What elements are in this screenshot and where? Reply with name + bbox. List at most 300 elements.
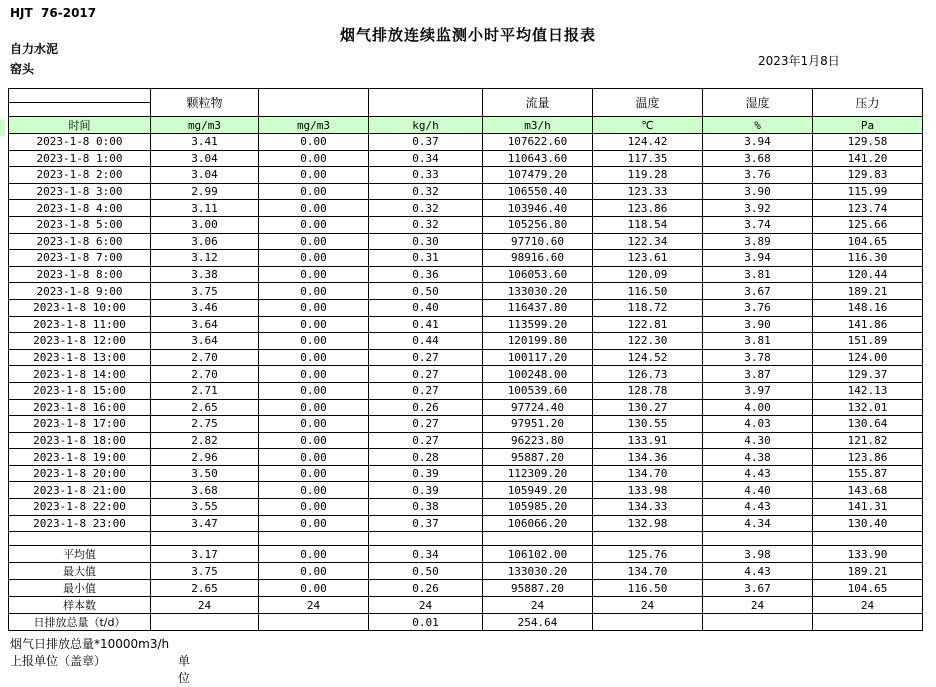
time-cell: 2023-1-8 5:00: [9, 216, 151, 233]
value-cell: 3.17: [151, 546, 259, 563]
value-cell: 0.39: [369, 482, 483, 499]
value-cell: 2.96: [151, 449, 259, 466]
value-cell: 96223.80: [483, 432, 593, 449]
value-cell: 2.82: [151, 432, 259, 449]
value-cell: [703, 532, 813, 546]
value-cell: 3.92: [703, 200, 813, 217]
value-cell: [593, 532, 703, 546]
value-cell: 118.72: [593, 299, 703, 316]
value-cell: 106053.60: [483, 266, 593, 283]
value-cell: 123.74: [813, 200, 923, 217]
value-cell: 105256.80: [483, 216, 593, 233]
unit-header-mgm3-1: mg/m3: [151, 117, 259, 134]
unit-header-m3h: m3/h: [483, 117, 593, 134]
table-row: [9, 465, 923, 482]
value-cell: 3.47: [151, 515, 259, 532]
value-cell: 124.52: [593, 349, 703, 366]
value-cell: 103946.40: [483, 200, 593, 217]
value-cell: 0.39: [369, 465, 483, 482]
value-cell: 2.75: [151, 416, 259, 433]
time-cell: 2023-1-8 19:00: [9, 449, 151, 466]
value-cell: [259, 614, 369, 631]
value-cell: 112309.20: [483, 465, 593, 482]
value-cell: 123.86: [813, 449, 923, 466]
value-cell: 3.04: [151, 150, 259, 167]
table-header: [9, 89, 923, 134]
col-header-blank-2: [369, 89, 483, 117]
unit-header-row: [9, 117, 923, 134]
time-cell: 2023-1-8 22:00: [9, 499, 151, 516]
report-date: 2023年1月8日: [758, 54, 840, 68]
table-row: [9, 167, 923, 184]
value-cell: 124.00: [813, 349, 923, 366]
value-cell: 3.78: [703, 349, 813, 366]
value-cell: 4.43: [703, 563, 813, 580]
value-cell: 105985.20: [483, 499, 593, 516]
value-cell: 133.90: [813, 546, 923, 563]
value-cell: 3.75: [151, 563, 259, 580]
value-cell: 123.86: [593, 200, 703, 217]
time-header-top-cell: [9, 89, 151, 103]
value-cell: 142.13: [813, 382, 923, 399]
summary-row: [9, 614, 923, 631]
value-cell: 3.46: [151, 299, 259, 316]
value-cell: 189.21: [813, 563, 923, 580]
value-cell: [151, 532, 259, 546]
value-cell: 0.00: [259, 200, 369, 217]
value-cell: 3.76: [703, 167, 813, 184]
value-cell: 2.70: [151, 366, 259, 383]
value-cell: 106066.20: [483, 515, 593, 532]
table-row: [9, 432, 923, 449]
value-cell: 0.00: [259, 563, 369, 580]
value-cell: 254.64: [483, 614, 593, 631]
value-cell: 24: [703, 597, 813, 614]
table-row: [9, 366, 923, 383]
footer-note: 烟气日排放总量*10000m3/h: [10, 637, 170, 651]
value-cell: 141.31: [813, 499, 923, 516]
value-cell: 105949.20: [483, 482, 593, 499]
value-cell: 0.00: [259, 250, 369, 267]
summary-label-cell: 日排放总量（t/d）: [9, 614, 151, 631]
table-row: [9, 200, 923, 217]
value-cell: 118.54: [593, 216, 703, 233]
summary-label-cell: 样本数: [9, 597, 151, 614]
value-cell: 116.50: [593, 283, 703, 300]
value-cell: 0.38: [369, 499, 483, 516]
value-cell: 3.06: [151, 233, 259, 250]
value-cell: 4.43: [703, 499, 813, 516]
value-cell: 0.00: [259, 546, 369, 563]
value-cell: [703, 614, 813, 631]
summary-row: [9, 580, 923, 597]
table-row: [9, 349, 923, 366]
value-cell: 4.00: [703, 399, 813, 416]
value-cell: 4.43: [703, 465, 813, 482]
summary-row: [9, 546, 923, 563]
value-cell: 0.00: [259, 499, 369, 516]
value-cell: 3.11: [151, 200, 259, 217]
table-row: [9, 283, 923, 300]
value-cell: 134.70: [593, 465, 703, 482]
unit-header-pa: Pa: [813, 117, 923, 134]
value-cell: 0.00: [259, 449, 369, 466]
report-table: [8, 88, 923, 631]
unit-header-kgh: kg/h: [369, 117, 483, 134]
value-cell: 100539.60: [483, 382, 593, 399]
value-cell: 0.27: [369, 382, 483, 399]
value-cell: 0.00: [259, 366, 369, 383]
spacer-row: [9, 532, 923, 546]
footer-signature-line: [10, 653, 191, 685]
value-cell: 126.73: [593, 366, 703, 383]
value-cell: 0.26: [369, 580, 483, 597]
value-cell: 0.33: [369, 167, 483, 184]
value-cell: 3.12: [151, 250, 259, 267]
value-cell: [813, 532, 923, 546]
value-cell: 0.00: [259, 183, 369, 200]
summary-label-cell: 最大值: [9, 563, 151, 580]
value-cell: 100117.20: [483, 349, 593, 366]
value-cell: 141.86: [813, 316, 923, 333]
value-cell: 2.65: [151, 580, 259, 597]
unit-header-percent: %: [703, 117, 813, 134]
unit-header-celsius: ℃: [593, 117, 703, 134]
value-cell: 3.81: [703, 333, 813, 350]
value-cell: 0.00: [259, 233, 369, 250]
value-cell: [259, 532, 369, 546]
value-cell: 119.28: [593, 167, 703, 184]
report-unit-label: 上报单位（盖章）: [10, 654, 107, 668]
value-cell: 0.26: [369, 399, 483, 416]
value-cell: 3.90: [703, 183, 813, 200]
table-row: [9, 499, 923, 516]
value-cell: 0.30: [369, 233, 483, 250]
doc-code: HJT 76-2017: [10, 6, 97, 20]
report-table-wrapper: [8, 88, 922, 631]
value-cell: 0.28: [369, 449, 483, 466]
value-cell: 0.27: [369, 366, 483, 383]
value-cell: 0.00: [259, 382, 369, 399]
time-cell: 2023-1-8 23:00: [9, 515, 151, 532]
summary-row: [9, 597, 923, 614]
value-cell: 0.00: [259, 333, 369, 350]
table-row: [9, 183, 923, 200]
value-cell: 0.00: [259, 482, 369, 499]
value-cell: 107479.20: [483, 167, 593, 184]
table-row: [9, 233, 923, 250]
value-cell: 104.65: [813, 233, 923, 250]
value-cell: 0.50: [369, 563, 483, 580]
value-cell: 129.37: [813, 366, 923, 383]
table-row: [9, 150, 923, 167]
time-cell: 2023-1-8 12:00: [9, 333, 151, 350]
time-cell: [9, 532, 151, 546]
summary-row: [9, 563, 923, 580]
value-cell: 122.30: [593, 333, 703, 350]
value-cell: 0.32: [369, 216, 483, 233]
value-cell: 129.58: [813, 134, 923, 151]
table-body: [9, 134, 923, 631]
value-cell: 2.65: [151, 399, 259, 416]
value-cell: 24: [369, 597, 483, 614]
time-cell: 2023-1-8 7:00: [9, 250, 151, 267]
value-cell: 0.41: [369, 316, 483, 333]
value-cell: 0.01: [369, 614, 483, 631]
table-row: [9, 449, 923, 466]
value-cell: 3.74: [703, 216, 813, 233]
value-cell: 106102.00: [483, 546, 593, 563]
value-cell: 104.65: [813, 580, 923, 597]
value-cell: 121.82: [813, 432, 923, 449]
value-cell: 133030.20: [483, 283, 593, 300]
value-cell: 0.27: [369, 432, 483, 449]
value-cell: 148.16: [813, 299, 923, 316]
time-cell: 2023-1-8 3:00: [9, 183, 151, 200]
value-cell: 97710.60: [483, 233, 593, 250]
value-cell: 0.37: [369, 515, 483, 532]
value-cell: 3.68: [703, 150, 813, 167]
value-cell: 122.34: [593, 233, 703, 250]
value-cell: 3.04: [151, 167, 259, 184]
value-cell: 0.00: [259, 349, 369, 366]
col-header-pressure: 压力: [813, 89, 923, 117]
value-cell: 132.01: [813, 399, 923, 416]
value-cell: 4.34: [703, 515, 813, 532]
group-header-row: [9, 89, 923, 103]
time-cell: 2023-1-8 1:00: [9, 150, 151, 167]
value-cell: [369, 532, 483, 546]
value-cell: 141.20: [813, 150, 923, 167]
table-row: [9, 299, 923, 316]
time-cell: 2023-1-8 10:00: [9, 299, 151, 316]
col-header-particulate: 颗粒物: [151, 89, 259, 117]
time-cell: 2023-1-8 4:00: [9, 200, 151, 217]
value-cell: 0.34: [369, 546, 483, 563]
value-cell: 125.66: [813, 216, 923, 233]
value-cell: [483, 532, 593, 546]
value-cell: 143.68: [813, 482, 923, 499]
value-cell: 3.81: [703, 266, 813, 283]
value-cell: 3.67: [703, 580, 813, 597]
table-row: [9, 333, 923, 350]
value-cell: 115.99: [813, 183, 923, 200]
table-row: [9, 515, 923, 532]
value-cell: 133.91: [593, 432, 703, 449]
unit-label: 单位: [178, 654, 191, 685]
value-cell: 3.97: [703, 382, 813, 399]
table-row: [9, 266, 923, 283]
table-row: [9, 382, 923, 399]
value-cell: 133.98: [593, 482, 703, 499]
col-header-blank-1: [259, 89, 369, 117]
table-row: [9, 416, 923, 433]
value-cell: 97951.20: [483, 416, 593, 433]
value-cell: 0.00: [259, 515, 369, 532]
table-row: [9, 134, 923, 151]
value-cell: 100248.00: [483, 366, 593, 383]
value-cell: 116.50: [593, 580, 703, 597]
value-cell: 106550.40: [483, 183, 593, 200]
value-cell: 0.00: [259, 465, 369, 482]
value-cell: 3.64: [151, 333, 259, 350]
value-cell: 120.09: [593, 266, 703, 283]
value-cell: 4.40: [703, 482, 813, 499]
unit-header-mgm3-2: mg/m3: [259, 117, 369, 134]
value-cell: 123.33: [593, 183, 703, 200]
value-cell: 0.00: [259, 316, 369, 333]
value-cell: 133030.20: [483, 563, 593, 580]
value-cell: 98916.60: [483, 250, 593, 267]
value-cell: 3.98: [703, 546, 813, 563]
summary-label-cell: 最小值: [9, 580, 151, 597]
value-cell: 107622.60: [483, 134, 593, 151]
footer: [10, 636, 191, 685]
value-cell: 0.36: [369, 266, 483, 283]
value-cell: [151, 614, 259, 631]
value-cell: 130.55: [593, 416, 703, 433]
table-row: [9, 250, 923, 267]
value-cell: 24: [151, 597, 259, 614]
value-cell: 3.94: [703, 250, 813, 267]
time-cell: 2023-1-8 9:00: [9, 283, 151, 300]
value-cell: 130.27: [593, 399, 703, 416]
value-cell: 24: [813, 597, 923, 614]
value-cell: 3.87: [703, 366, 813, 383]
time-cell: 2023-1-8 6:00: [9, 233, 151, 250]
value-cell: 0.00: [259, 299, 369, 316]
value-cell: 0.27: [369, 416, 483, 433]
value-cell: 122.81: [593, 316, 703, 333]
value-cell: 3.55: [151, 499, 259, 516]
value-cell: 130.40: [813, 515, 923, 532]
value-cell: 0.00: [259, 283, 369, 300]
summary-label-cell: 平均值: [9, 546, 151, 563]
value-cell: 3.00: [151, 216, 259, 233]
value-cell: 97724.40: [483, 399, 593, 416]
value-cell: 116437.80: [483, 299, 593, 316]
value-cell: 155.87: [813, 465, 923, 482]
value-cell: 134.36: [593, 449, 703, 466]
value-cell: 117.35: [593, 150, 703, 167]
value-cell: 129.83: [813, 167, 923, 184]
left-margin-green-mark: [0, 120, 5, 136]
value-cell: 124.42: [593, 134, 703, 151]
value-cell: 3.75: [151, 283, 259, 300]
value-cell: 130.64: [813, 416, 923, 433]
page-title: 烟气排放连续监测小时平均值日报表: [339, 26, 596, 44]
value-cell: 113599.20: [483, 316, 593, 333]
value-cell: 3.89: [703, 233, 813, 250]
value-cell: 0.00: [259, 150, 369, 167]
time-cell: 2023-1-8 15:00: [9, 382, 151, 399]
value-cell: 151.89: [813, 333, 923, 350]
value-cell: 189.21: [813, 283, 923, 300]
value-cell: 0.00: [259, 216, 369, 233]
value-cell: 0.40: [369, 299, 483, 316]
value-cell: 3.76: [703, 299, 813, 316]
col-header-temperature: 温度: [593, 89, 703, 117]
value-cell: 3.90: [703, 316, 813, 333]
value-cell: 120199.80: [483, 333, 593, 350]
time-cell: 2023-1-8 0:00: [9, 134, 151, 151]
value-cell: 3.94: [703, 134, 813, 151]
station-name: 窑头: [10, 62, 35, 76]
table-row: [9, 482, 923, 499]
table-row: [9, 216, 923, 233]
value-cell: 132.98: [593, 515, 703, 532]
value-cell: 0.31: [369, 250, 483, 267]
value-cell: 0.00: [259, 432, 369, 449]
time-cell: 2023-1-8 14:00: [9, 366, 151, 383]
value-cell: [813, 614, 923, 631]
value-cell: 0.37: [369, 134, 483, 151]
value-cell: 2.70: [151, 349, 259, 366]
company-name: 自力水泥: [10, 42, 59, 56]
value-cell: 0.00: [259, 266, 369, 283]
time-cell: 2023-1-8 20:00: [9, 465, 151, 482]
value-cell: 24: [593, 597, 703, 614]
col-header-flow: 流量: [483, 89, 593, 117]
col-header-humidity: 湿度: [703, 89, 813, 117]
value-cell: 0.00: [259, 416, 369, 433]
value-cell: 24: [483, 597, 593, 614]
value-cell: 0.32: [369, 183, 483, 200]
value-cell: 0.27: [369, 349, 483, 366]
value-cell: 4.38: [703, 449, 813, 466]
value-cell: 3.38: [151, 266, 259, 283]
value-cell: 2.71: [151, 382, 259, 399]
value-cell: 4.03: [703, 416, 813, 433]
time-header-bottom-cell: [9, 103, 151, 117]
value-cell: 0.00: [259, 399, 369, 416]
value-cell: 95887.20: [483, 580, 593, 597]
value-cell: 128.78: [593, 382, 703, 399]
value-cell: 3.64: [151, 316, 259, 333]
time-cell: 2023-1-8 17:00: [9, 416, 151, 433]
value-cell: 3.68: [151, 482, 259, 499]
time-cell: 2023-1-8 8:00: [9, 266, 151, 283]
table-row: [9, 316, 923, 333]
value-cell: 0.00: [259, 167, 369, 184]
value-cell: 123.61: [593, 250, 703, 267]
value-cell: 0.50: [369, 283, 483, 300]
value-cell: 0.34: [369, 150, 483, 167]
time-cell: 2023-1-8 21:00: [9, 482, 151, 499]
value-cell: [593, 614, 703, 631]
value-cell: 116.30: [813, 250, 923, 267]
value-cell: 125.76: [593, 546, 703, 563]
value-cell: 0.00: [259, 580, 369, 597]
value-cell: 110643.60: [483, 150, 593, 167]
time-cell: 2023-1-8 11:00: [9, 316, 151, 333]
value-cell: 4.30: [703, 432, 813, 449]
table-row: [9, 399, 923, 416]
value-cell: 134.70: [593, 563, 703, 580]
value-cell: 0.32: [369, 200, 483, 217]
value-cell: 134.33: [593, 499, 703, 516]
unit-header-time: 时间: [9, 117, 151, 134]
value-cell: 0.00: [259, 134, 369, 151]
value-cell: 24: [259, 597, 369, 614]
value-cell: 3.67: [703, 283, 813, 300]
value-cell: 120.44: [813, 266, 923, 283]
time-cell: 2023-1-8 2:00: [9, 167, 151, 184]
value-cell: 3.41: [151, 134, 259, 151]
time-cell: 2023-1-8 13:00: [9, 349, 151, 366]
time-cell: 2023-1-8 16:00: [9, 399, 151, 416]
value-cell: 0.44: [369, 333, 483, 350]
